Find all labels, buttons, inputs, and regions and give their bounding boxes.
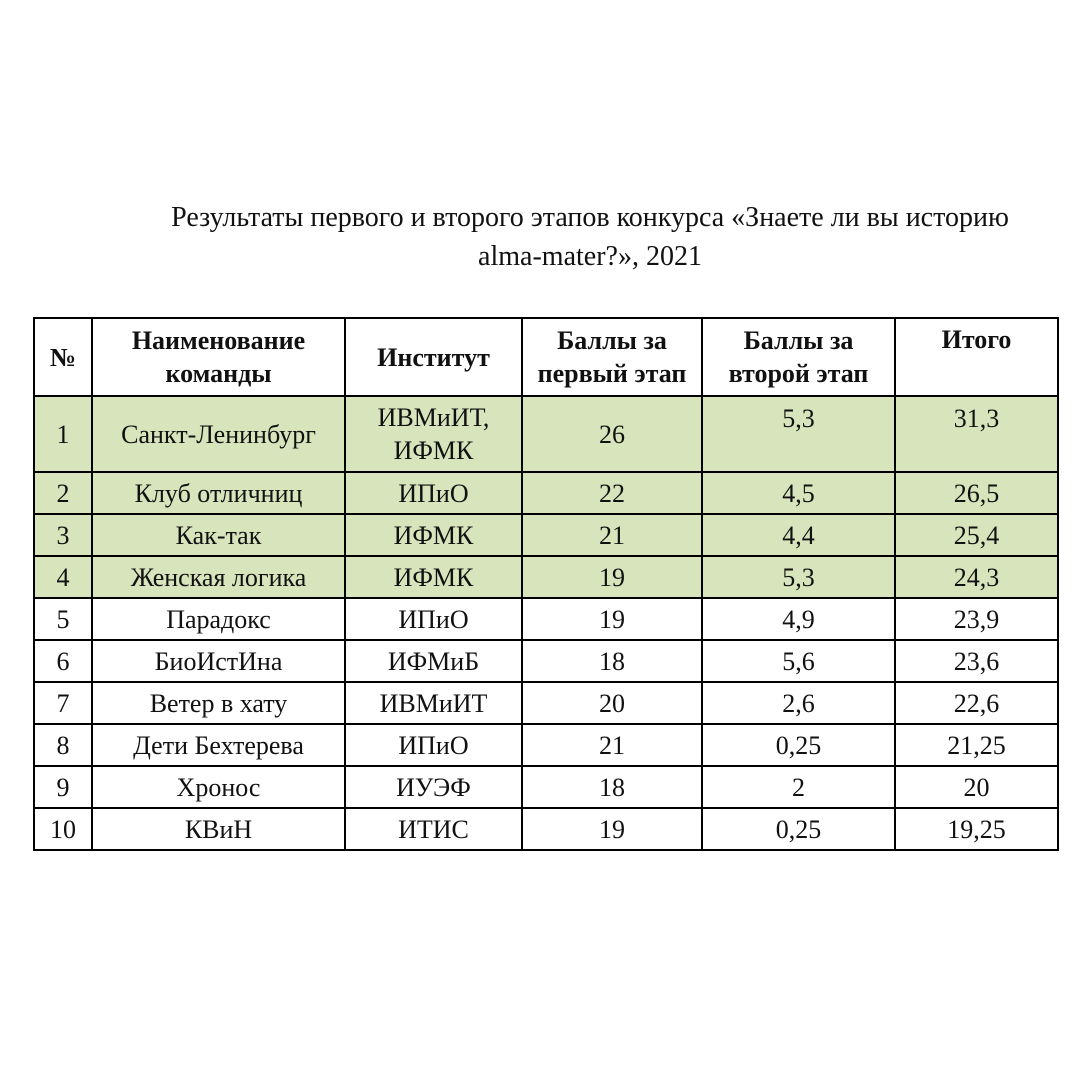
cell-number: 9: [34, 766, 92, 808]
cell-stage1-score: 20: [522, 682, 702, 724]
cell-stage2-score: 5,3: [702, 396, 895, 472]
cell-number: 8: [34, 724, 92, 766]
cell-stage2-score: 0,25: [702, 808, 895, 850]
cell-total: 19,25: [895, 808, 1058, 850]
cell-stage2-score: 4,5: [702, 472, 895, 514]
header-team-name: Наименование команды: [92, 318, 345, 396]
cell-number: 1: [34, 396, 92, 472]
cell-total: 24,3: [895, 556, 1058, 598]
table-row: [34, 472, 1058, 514]
cell-stage1-score: 18: [522, 766, 702, 808]
table-row: [34, 556, 1058, 598]
cell-institute: ИПиО: [345, 472, 522, 514]
cell-number: 6: [34, 640, 92, 682]
cell-institute: ИПиО: [345, 724, 522, 766]
cell-number: 7: [34, 682, 92, 724]
table-row: [34, 682, 1058, 724]
cell-stage1-score: 19: [522, 556, 702, 598]
cell-total: 20: [895, 766, 1058, 808]
header-total: Итого: [895, 318, 1058, 396]
header-stage1-score: Баллы за первый этап: [522, 318, 702, 396]
document-title-line-2: alma-mater?», 2021: [478, 241, 702, 272]
cell-stage2-score: 5,6: [702, 640, 895, 682]
cell-number: 3: [34, 514, 92, 556]
cell-total: 26,5: [895, 472, 1058, 514]
cell-stage1-score: 21: [522, 514, 702, 556]
header-number: №: [34, 318, 92, 396]
cell-team-name: Ветер в хату: [92, 682, 345, 724]
cell-total: 21,25: [895, 724, 1058, 766]
cell-team-name: Парадокс: [92, 598, 345, 640]
cell-stage1-score: 18: [522, 640, 702, 682]
cell-team-name: КВиН: [92, 808, 345, 850]
cell-stage2-score: 4,4: [702, 514, 895, 556]
cell-institute: ИВМиИТ, ИФМК: [345, 396, 522, 472]
cell-team-name: Хронос: [92, 766, 345, 808]
cell-stage2-score: 5,3: [702, 556, 895, 598]
cell-total: 31,3: [895, 396, 1058, 472]
cell-number: 5: [34, 598, 92, 640]
cell-team-name: Дети Бехтерева: [92, 724, 345, 766]
cell-team-name: Санкт-Ленинбург: [92, 396, 345, 472]
cell-stage2-score: 2,6: [702, 682, 895, 724]
table-header-row: [34, 318, 1058, 396]
cell-number: 2: [34, 472, 92, 514]
cell-number: 4: [34, 556, 92, 598]
cell-institute: ИФМК: [345, 514, 522, 556]
document-title: [90, 198, 1080, 276]
header-institute: Институт: [345, 318, 522, 396]
cell-institute: ИПиО: [345, 598, 522, 640]
document-title-line-1: Результаты первого и второго этапов конкурса «Знаете ли вы историю: [171, 202, 1009, 233]
table-row: [34, 724, 1058, 766]
cell-stage1-score: 22: [522, 472, 702, 514]
cell-institute: ИТИС: [345, 808, 522, 850]
cell-institute: ИВМиИТ: [345, 682, 522, 724]
cell-stage2-score: 0,25: [702, 724, 895, 766]
cell-stage1-score: 19: [522, 808, 702, 850]
cell-team-name: Как-так: [92, 514, 345, 556]
cell-team-name: БиоИстИна: [92, 640, 345, 682]
table-row: [34, 514, 1058, 556]
table-row: [34, 396, 1058, 472]
cell-institute: ИУЭФ: [345, 766, 522, 808]
cell-number: 10: [34, 808, 92, 850]
cell-total: 22,6: [895, 682, 1058, 724]
table-row: [34, 808, 1058, 850]
cell-stage2-score: 4,9: [702, 598, 895, 640]
cell-team-name: Клуб отличниц: [92, 472, 345, 514]
cell-team-name: Женская логика: [92, 556, 345, 598]
cell-stage1-score: 21: [522, 724, 702, 766]
table-row: [34, 766, 1058, 808]
table-row: [34, 598, 1058, 640]
cell-institute: ИФМиБ: [345, 640, 522, 682]
cell-total: 23,6: [895, 640, 1058, 682]
cell-stage1-score: 19: [522, 598, 702, 640]
cell-total: 23,9: [895, 598, 1058, 640]
table-body: [34, 396, 1058, 850]
cell-institute: ИФМК: [345, 556, 522, 598]
header-stage2-score: Баллы за второй этап: [702, 318, 895, 396]
cell-stage2-score: 2: [702, 766, 895, 808]
results-table: [33, 317, 1059, 851]
table-row: [34, 640, 1058, 682]
cell-stage1-score: 26: [522, 396, 702, 472]
cell-total: 25,4: [895, 514, 1058, 556]
